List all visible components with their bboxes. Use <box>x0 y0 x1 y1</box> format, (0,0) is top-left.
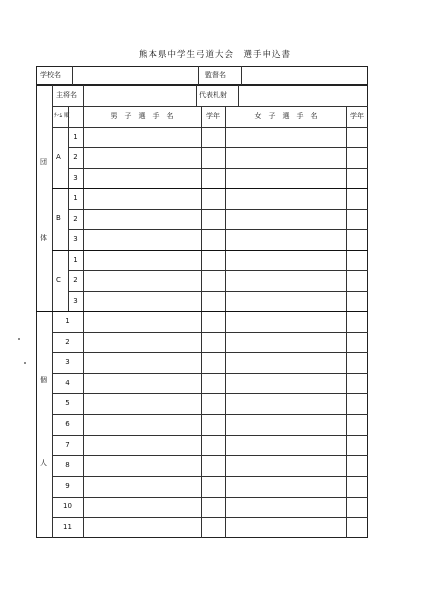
team-b-label: B <box>56 214 61 222</box>
representative-field[interactable] <box>239 86 367 105</box>
individual-section-label-1: 個 <box>40 376 47 384</box>
scan-speck <box>24 362 26 364</box>
divider <box>201 106 202 538</box>
divider <box>52 393 368 394</box>
divider <box>52 373 368 374</box>
representative-label: 代表札射 <box>199 91 227 99</box>
divider <box>52 435 368 436</box>
school-name-label: 学校名 <box>40 71 61 79</box>
team-c-row-2: 2 <box>73 276 78 284</box>
team-c-label: C <box>56 276 61 284</box>
team-b-row-1: 1 <box>73 194 78 202</box>
divider <box>83 106 84 538</box>
divider <box>52 517 368 518</box>
team-c-row-1: 1 <box>73 256 78 264</box>
girls-grade-header: 学年 <box>350 112 364 120</box>
team-separator <box>52 188 368 189</box>
individual-row-6: 6 <box>65 420 70 428</box>
individual-row-2: 2 <box>65 338 70 346</box>
divider <box>68 168 368 169</box>
individual-row-11: 11 <box>63 523 72 531</box>
individual-row-5: 5 <box>65 399 70 407</box>
divider <box>198 66 199 85</box>
form-title: 熊本県中学生弓道大会 選手申込書 <box>138 50 291 60</box>
divider <box>52 497 368 498</box>
divider <box>52 352 368 353</box>
girls-name-header: 女 子 選 手 名 <box>254 112 318 120</box>
individual-row-8: 8 <box>65 461 70 469</box>
section-separator <box>36 311 368 312</box>
team-a-row-2: 2 <box>73 153 78 161</box>
team-order-header: ﾁｰﾑ 順 <box>54 113 70 119</box>
team-a-label: A <box>56 153 61 161</box>
individual-row-7: 7 <box>65 441 70 449</box>
divider <box>346 106 347 538</box>
divider <box>68 291 368 292</box>
school-name-field[interactable] <box>73 67 197 84</box>
divider <box>52 106 368 107</box>
team-a-row-1: 1 <box>73 133 78 141</box>
individual-section-label-2: 人 <box>40 459 47 467</box>
team-section-label-2: 体 <box>40 234 47 242</box>
divider <box>52 455 368 456</box>
team-b-row-3: 3 <box>73 235 78 243</box>
divider <box>68 147 368 148</box>
divider <box>68 209 368 210</box>
team-b-row-2: 2 <box>73 215 78 223</box>
individual-row-4: 4 <box>65 379 70 387</box>
divider <box>52 414 368 415</box>
scan-speck <box>18 338 20 340</box>
team-c-row-3: 3 <box>73 297 78 305</box>
individual-row-9: 9 <box>65 482 70 490</box>
boys-grade-header: 学年 <box>206 112 220 120</box>
team-a-row-3: 3 <box>73 174 78 182</box>
divider <box>52 476 368 477</box>
captain-name-field[interactable] <box>84 86 195 105</box>
boys-name-header: 男 子 選 手 名 <box>110 112 174 120</box>
divider <box>52 127 368 128</box>
team-section-label-1: 団 <box>40 158 47 166</box>
divider <box>68 229 368 230</box>
team-separator <box>52 250 368 251</box>
individual-row-10: 10 <box>63 502 72 510</box>
individual-row-3: 3 <box>65 358 70 366</box>
captain-name-label: 主将名 <box>56 91 77 99</box>
coach-name-field[interactable] <box>242 67 366 84</box>
individual-row-1: 1 <box>65 317 70 325</box>
divider <box>196 85 197 106</box>
divider <box>68 270 368 271</box>
divider <box>52 332 368 333</box>
divider <box>225 106 226 538</box>
coach-name-label: 監督名 <box>205 71 226 79</box>
